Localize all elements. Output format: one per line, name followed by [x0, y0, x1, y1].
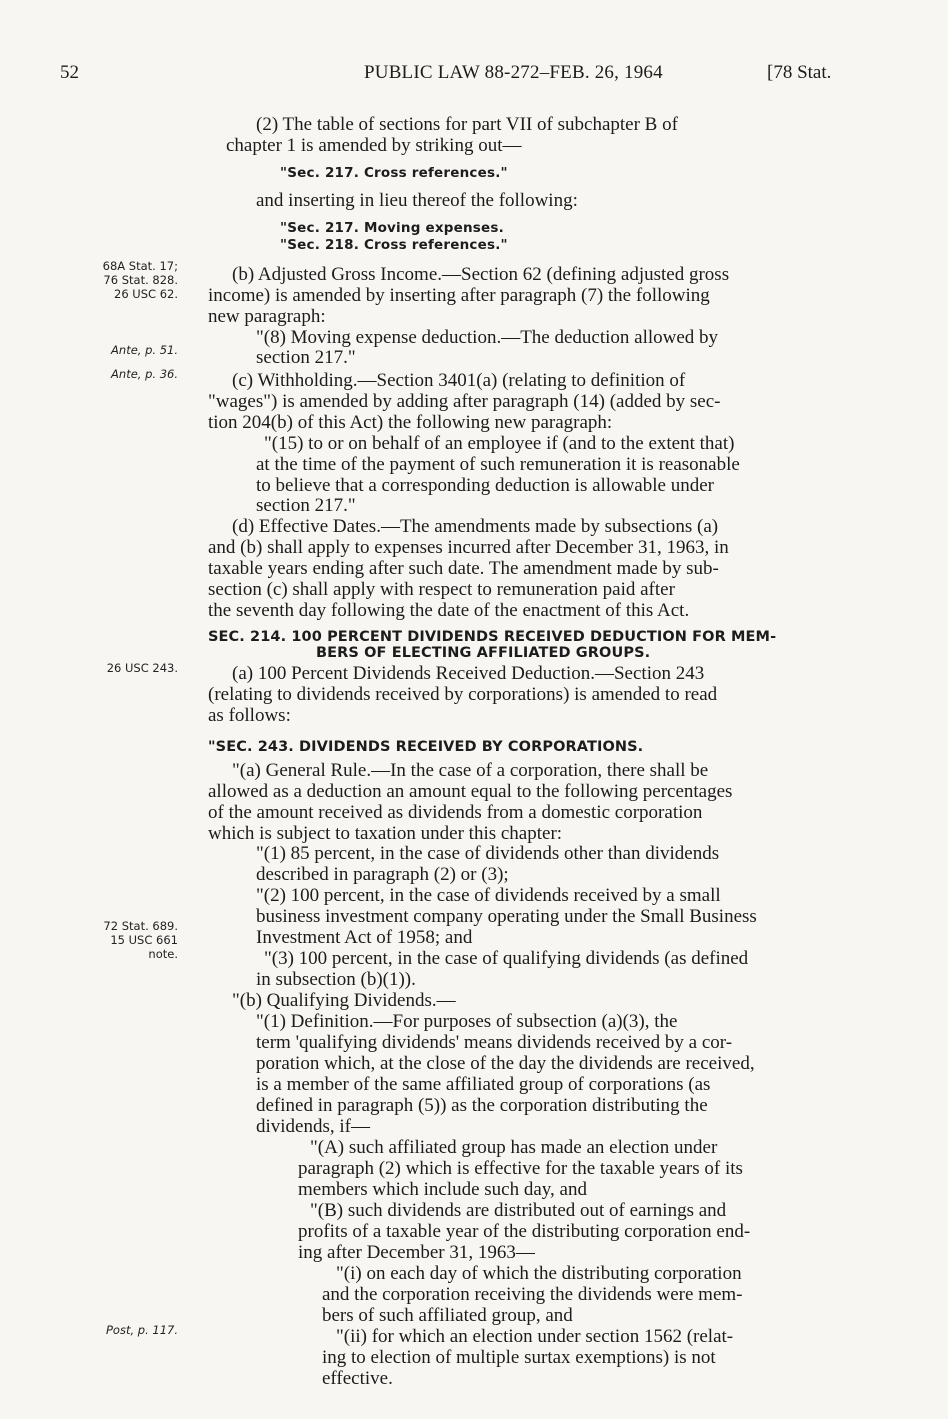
text-line: profits of a taxable year of the distributing corporation end-: [298, 1221, 751, 1242]
text-line: at the time of the payment of such remuneration it is reasonable: [256, 454, 740, 475]
text-line: "(a) General Rule.—In the case of a corporation, there shall be: [232, 760, 709, 781]
margin-note: 68A Stat. 17;: [102, 259, 178, 273]
margin-note: Ante, p. 36.: [111, 367, 178, 381]
text-line: to believe that a corresponding deduction is allowable under: [256, 475, 714, 496]
section-heading: "SEC. 243. DIVIDENDS RECEIVED BY CORPORATIONS.: [208, 739, 644, 755]
text-line: "(B) such dividends are distributed out of earnings and: [310, 1200, 727, 1221]
text-line: section 217.": [256, 495, 356, 516]
text-line: members which include such day, and: [298, 1179, 587, 1200]
text-line: dividends, if—: [256, 1116, 370, 1137]
text-line: ing to election of multiple surtax exemptions) is not: [322, 1347, 716, 1368]
margin-note: 76 Stat. 828.: [103, 273, 178, 287]
text-line: of the amount received as dividends from a domestic corporation: [208, 802, 703, 823]
margin-note: 26 USC 62.: [114, 287, 178, 301]
text-line: business investment company operating under the Small Business: [256, 906, 757, 927]
text-line: taxable years ending after such date. The amendment made by sub-: [208, 558, 719, 579]
text-line: and the corporation receiving the dividends were mem-: [322, 1284, 743, 1305]
text-line: "(i) on each day of which the distributing corporation: [336, 1263, 742, 1284]
margin-note: 72 Stat. 689.: [103, 919, 178, 933]
text-line: "(2) 100 percent, in the case of dividends received by a small: [256, 885, 721, 906]
text-line: Investment Act of 1958; and: [256, 927, 473, 948]
text-line: "(3) 100 percent, in the case of qualifying dividends (as defined: [264, 948, 749, 969]
text-line: term 'qualifying dividends' means dividends received by a cor-: [256, 1032, 733, 1053]
text-line: and (b) shall apply to expenses incurred after December 31, 1963, in: [208, 537, 729, 558]
margin-note: note.: [148, 947, 178, 961]
text-line: (c) Withholding.—Section 3401(a) (relating to definition of: [232, 370, 686, 391]
text-line: effective.: [322, 1368, 393, 1389]
text-line: bers of such affiliated group, and: [322, 1305, 573, 1326]
text-line: (b) Adjusted Gross Income.—Section 62 (defining adjusted gross: [232, 264, 730, 285]
text-line: "(ii) for which an election under section 1562 (relat-: [336, 1326, 734, 1347]
section-heading: BERS OF ELECTING AFFILIATED GROUPS.: [316, 645, 651, 661]
text-line: is a member of the same affiliated group of corporations (as: [256, 1074, 711, 1095]
text-line: section (c) shall apply with respect to remuneration paid after: [208, 579, 675, 600]
text-line: chapter 1 is amended by striking out—: [226, 135, 522, 156]
text-line: the seventh day following the date of the enactment of this Act.: [208, 600, 690, 621]
text-line: "(8) Moving expense deduction.—The deduction allowed by: [256, 327, 719, 348]
margin-note: 15 USC 661: [110, 933, 178, 947]
text-line: (d) Effective Dates.—The amendments made by subsections (a): [232, 516, 719, 537]
margin-note: Ante, p. 51.: [111, 343, 178, 357]
text-line: "(b) Qualifying Dividends.—: [232, 990, 456, 1011]
text-line: (2) The table of sections for part VII of subchapter B of: [256, 114, 678, 135]
text-line: which is subject to taxation under this chapter:: [208, 823, 563, 844]
text-line: (a) 100 Percent Dividends Received Deduction.—Section 243: [232, 663, 705, 684]
text-line: "(15) to or on behalf of an employee if (and to the extent that): [264, 433, 735, 454]
text-line: "(1) 85 percent, in the case of dividends other than dividends: [256, 843, 720, 864]
text-line: section 217.": [256, 347, 356, 368]
text-line: in subsection (b)(1)).: [256, 969, 416, 990]
text-line: paragraph (2) which is effective for the taxable years of its: [298, 1158, 743, 1179]
text-line: new paragraph:: [208, 306, 326, 327]
running-title: PUBLIC LAW 88-272–FEB. 26, 1964: [364, 62, 663, 83]
text-line: "wages") is amended by adding after paragraph (14) (added by sec-: [208, 391, 721, 412]
table-entry: "Sec. 217. Cross references.": [280, 165, 508, 181]
text-line: allowed as a deduction an amount equal to the following percentages: [208, 781, 733, 802]
text-line: as follows:: [208, 705, 291, 726]
text-line: (relating to dividends received by corporations) is amended to read: [208, 684, 718, 705]
text-line: "(A) such affiliated group has made an election under: [310, 1137, 718, 1158]
text-line: income) is amended by inserting after paragraph (7) the following: [208, 285, 710, 306]
margin-note: 26 USC 243.: [106, 661, 178, 675]
text-line: and inserting in lieu thereof the following:: [256, 190, 578, 211]
stat-reference: [78 Stat.: [767, 62, 832, 83]
section-heading: SEC. 214. 100 PERCENT DIVIDENDS RECEIVED DEDUCTION FOR MEM-: [208, 629, 777, 645]
table-entry: "Sec. 217. Moving expenses.: [280, 220, 504, 236]
margin-note: Post, p. 117.: [106, 1323, 178, 1337]
text-line: tion 204(b) of this Act) the following new paragraph:: [208, 412, 613, 433]
text-line: defined in paragraph (5)) as the corporation distributing the: [256, 1095, 708, 1116]
text-line: ing after December 31, 1963—: [298, 1242, 535, 1263]
text-line: "(1) Definition.—For purposes of subsection (a)(3), the: [256, 1011, 678, 1032]
document-body: [208, 0, 866, 1419]
table-entry: "Sec. 218. Cross references.": [280, 237, 508, 253]
text-line: poration which, at the close of the day the dividends are received,: [256, 1053, 755, 1074]
text-line: described in paragraph (2) or (3);: [256, 864, 509, 885]
page-number: 52: [60, 62, 79, 83]
